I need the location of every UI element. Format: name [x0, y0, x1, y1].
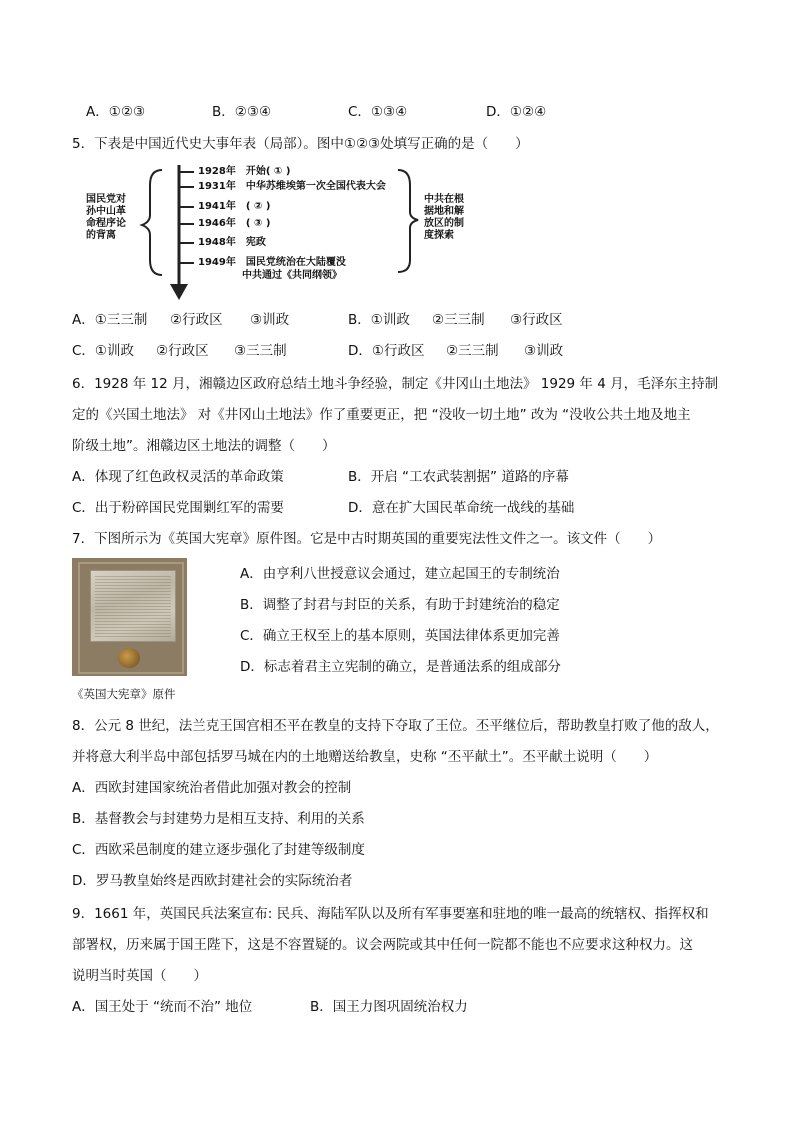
- q5-option-a[interactable]: A．①三三制: [72, 312, 148, 328]
- q8-option-d[interactable]: D．罗马教皇始终是西欧封建社会的实际统治者: [72, 873, 353, 889]
- q6-option-c[interactable]: C．出于粉碎国民党围剿红军的需要: [72, 500, 284, 516]
- q7-option-d[interactable]: D．标志着君主立宪制的确立，是普通法系的组成部分: [240, 659, 561, 675]
- q5-option-d-2: ②三三制: [446, 343, 499, 359]
- q6-stem-line-1: 6．1928 年 12 月，湘赣边区政府总结土地斗争经验，制定《井冈山土地法》 1929 年 4 月，毛泽东主持制: [72, 376, 719, 392]
- q4-option-c[interactable]: C．①③④: [348, 104, 408, 120]
- q4-option-d[interactable]: D．①②④: [486, 104, 547, 120]
- q9-option-a[interactable]: A．国王处于 “统而不治” 地位: [72, 999, 253, 1015]
- q5-option-c[interactable]: C．①训政: [72, 343, 135, 359]
- q7-stem: 7．下图所示为《英国大宪章》原件图。它是中古时期英国的重要宪法性文件之一。该文件（ ）: [72, 531, 662, 547]
- q8-option-b[interactable]: B．基督教会与封建势力是相互支持、利用的关系: [72, 811, 365, 827]
- q5-options-row2: [72, 341, 772, 361]
- timeline-left-label: 国民党对 孙中山革 命程序论 的背离: [86, 194, 126, 241]
- q4-option-a[interactable]: A．①②③: [86, 104, 146, 120]
- q5-option-c-3: ③三三制: [234, 343, 287, 359]
- q5-options-row1: [72, 310, 772, 330]
- timeline-event-1941: 1941年 ( ② ): [198, 201, 271, 212]
- magna-carta-photo: [72, 558, 187, 676]
- q9-stem-line-1: 9．1661 年，英国民兵法案宣布: 民兵、海陆军队以及所有军事要塞和驻地的唯一最高的统辖权、指挥权和: [72, 906, 709, 922]
- q7-option-a[interactable]: A．由亨利八世授意议会通过，建立起国王的专制统治: [240, 566, 560, 582]
- q5-option-a-2: ②行政区: [170, 312, 223, 328]
- q7-option-b[interactable]: B．调整了封君与封臣的关系，有助于封建统治的稳定: [240, 597, 560, 613]
- q9-stem-line-3: 说明当时英国（ ）: [72, 968, 207, 984]
- q7-option-c[interactable]: C．确立王权至上的基本原则，英国法律体系更加完善: [240, 628, 560, 644]
- q6-stem-line-2: 定的《兴国土地法》 对《井冈山土地法》作了重要更正，把 “没收一切土地” 改为 “没收公共土地及地主: [72, 407, 691, 423]
- q8-option-a[interactable]: A．西欧封建国家统治者借此加强对教会的控制: [72, 780, 352, 796]
- q8-stem-line-1: 8．公元 8 世纪，法兰克王国宫相丕平在教皇的支持下夺取了王位。丕平继位后，帮助教皇打败了他的敌人，: [72, 718, 719, 734]
- q5-option-b[interactable]: B．①训政: [348, 312, 410, 328]
- q5-option-b-3: ③行政区: [510, 312, 563, 328]
- q6-option-d[interactable]: D．意在扩大国民革命统一战线的基础: [348, 500, 575, 516]
- q4-option-b[interactable]: B．②③④: [212, 104, 272, 120]
- timeline-event-1928: 1928年 开始( ① ): [198, 166, 291, 177]
- q5-option-d[interactable]: D．①行政区: [348, 343, 425, 359]
- q5-option-a-3: ③训政: [250, 312, 290, 328]
- timeline-event-1949: 1949年 国民党统治在大陆覆没: [198, 257, 346, 268]
- photo-caption: 《英国大宪章》原件: [72, 687, 176, 701]
- q9-option-b[interactable]: B．国王力图巩固统治权力: [310, 999, 468, 1015]
- q8-option-c[interactable]: C．西欧采邑制度的建立逐步强化了封建等级制度: [72, 842, 365, 858]
- timeline-event-1946: 1946年 ( ③ ): [198, 218, 271, 229]
- q6-stem-line-3: 阶级土地”。湘赣边区土地法的调整（ ）: [72, 438, 336, 454]
- timeline-right-label: 中共在根 据地和解 放区的制 度探索: [424, 194, 464, 241]
- timeline-event-1948: 1948年 宪政: [198, 237, 266, 248]
- q6-option-b[interactable]: B．开启 “工农武装割据” 道路的序幕: [348, 469, 569, 485]
- q9-stem-line-2: 部署权，历来属于国王陛下，这是不容置疑的。议会两院或其中任何一院都不能也不应要求这种权力。这: [72, 937, 693, 953]
- q5-option-d-3: ③训政: [524, 343, 564, 359]
- q6-options-row2: [72, 498, 772, 518]
- q6-options-row1: [72, 467, 772, 487]
- q9-options-row1: [72, 997, 772, 1017]
- q5-timeline: [80, 160, 480, 305]
- q5-option-b-2: ②三三制: [432, 312, 485, 328]
- q5-stem: 5．下表是中国近代史大事年表（局部）。图中①②③处填写正确的是（ ）: [72, 136, 529, 152]
- q5-option-c-2: ②行政区: [156, 343, 209, 359]
- timeline-event-1931: 1931年 中华苏维埃第一次全国代表大会: [198, 181, 386, 192]
- q6-option-a[interactable]: A．体现了红色政权灵活的革命政策: [72, 469, 284, 485]
- timeline-event-1949-b: 中共通过《共同纲领》: [242, 270, 342, 281]
- q8-stem-line-2: 并将意大利半岛中部包括罗马城在内的土地赠送给教皇，史称 “丕平献土”。丕平献土说明（ ）: [72, 749, 658, 765]
